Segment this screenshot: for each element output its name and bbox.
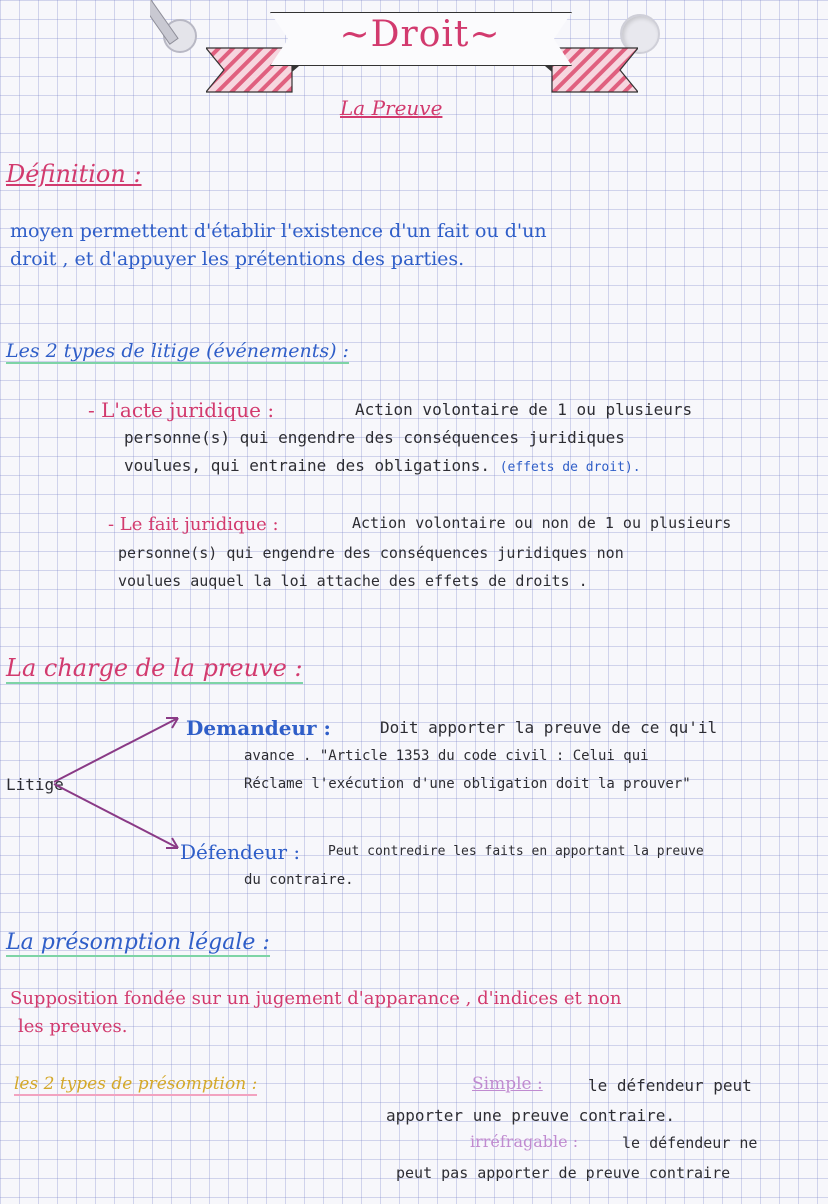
acte-line-2: personne(s) qui engendre des conséquences juridiques xyxy=(124,428,625,447)
fait-line-1: Action volontaire ou non de 1 ou plusieurs xyxy=(352,514,732,532)
litige-types-heading: Les 2 types de litige (événements) : xyxy=(6,340,349,362)
fait-line-3: voulues auquel la loi attache des effets de droits . xyxy=(118,572,588,590)
simple-line-1: le défendeur peut xyxy=(588,1076,752,1095)
presomption-heading: La présomption légale : xyxy=(6,930,270,955)
acte-line-3-text: voulues, qui entraine des obligations. xyxy=(124,456,491,475)
acte-line-3 xyxy=(124,456,641,475)
fait-line-2: personne(s) qui engendre des conséquences juridiques non xyxy=(118,544,624,562)
defendeur-line-2: du contraire. xyxy=(244,872,354,888)
fait-juridique-label: - Le fait juridique : xyxy=(108,514,279,535)
simple-label: Simple : xyxy=(472,1074,543,1094)
demandeur-line-3: Réclame l'exécution d'une obligation doit la prouver" xyxy=(244,776,691,792)
irrefragable-line-2: peut pas apporter de preuve contraire xyxy=(396,1164,731,1182)
demandeur-line-2: avance . "Article 1353 du code civil : Celui qui xyxy=(244,748,649,764)
defendeur-line-1: Peut contredire les faits en apportant la preuve xyxy=(328,844,704,859)
acte-line-3-note: (effets de droit). xyxy=(499,460,641,475)
irrefragable-line-1: le défendeur ne xyxy=(622,1134,758,1152)
irrefragable-label: irréfragable : xyxy=(470,1132,579,1151)
litige-arrows xyxy=(52,712,192,862)
charge-heading: La charge de la preuve : xyxy=(6,654,303,682)
page-subtitle: La Preuve xyxy=(340,96,443,120)
page-title: ~Droit~ xyxy=(339,14,501,55)
definition-line-1: moyen permettent d'établir l'existence d'un fait ou d'un xyxy=(10,220,547,242)
ring-binder-clip xyxy=(150,0,198,54)
presomption-line-2: les preuves. xyxy=(18,1016,128,1037)
presomption-types-heading: les 2 types de présomption : xyxy=(14,1074,258,1094)
demandeur-line-1: Doit apporter la preuve de ce qu'il xyxy=(380,718,718,737)
definition-heading: Définition : xyxy=(6,160,142,188)
demandeur-label: Demandeur : xyxy=(186,716,331,740)
litige-label: Litige xyxy=(6,775,64,794)
definition-line-2: droit , et d'appuyer les prétentions des parties. xyxy=(10,248,465,270)
simple-line-2: apporter une preuve contraire. xyxy=(386,1106,675,1125)
presomption-line-1: Supposition fondée sur un jugement d'apparance , d'indices et non xyxy=(10,988,622,1009)
acte-juridique-label: - L'acte juridique : xyxy=(88,398,275,422)
defendeur-label: Défendeur : xyxy=(180,840,301,864)
acte-line-1: Action volontaire de 1 ou plusieurs xyxy=(355,400,693,419)
